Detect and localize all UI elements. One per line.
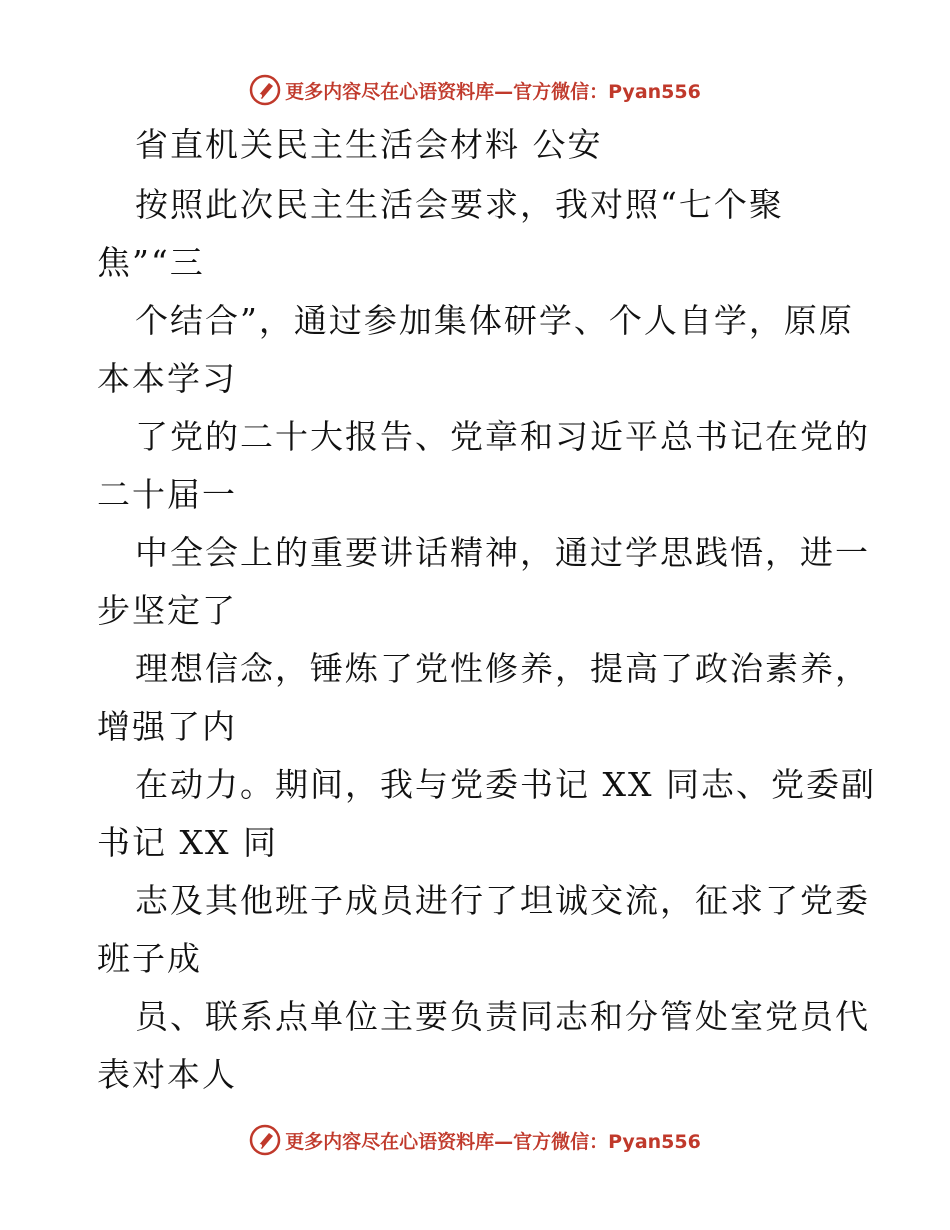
body-line: 员、联系点单位主要负责同志和分管处室党员代: [135, 997, 870, 1036]
body-line: 理想信念，锤炼了党性修养，提高了政治素养，: [135, 649, 870, 688]
logo-icon: [249, 1124, 281, 1156]
body-line: 在动力。期间，我与党委书记 XX 同志、党委副: [135, 765, 876, 804]
watermark-text: 更多内容尽在心语资料库—官方微信：Pyan556: [285, 1130, 701, 1153]
body-line: 按照此次民主生活会要求，我对照“七个聚: [135, 185, 784, 224]
document-title: 省直机关民主生活会材料 公安: [135, 125, 603, 164]
body-line: 二十届一: [97, 475, 237, 514]
body-line: 个结合”，通过参加集体研学、个人自学，原原: [135, 301, 854, 340]
body-line: 步坚定了: [97, 591, 237, 630]
logo-icon: [249, 74, 281, 106]
body-line: 班子成: [97, 939, 202, 978]
body-line: 书记 XX 同: [97, 823, 278, 862]
body-line: 了党的二十大报告、党章和习近平总书记在党的: [135, 417, 870, 456]
footer-watermark: [0, 1120, 950, 1160]
body-line: 志及其他班子成员进行了坦诚交流，征求了党委: [135, 881, 870, 920]
watermark-text: 更多内容尽在心语资料库—官方微信：Pyan556: [285, 80, 701, 103]
body-line: 中全会上的重要讲话精神，通过学思践悟，进一: [135, 533, 870, 572]
header-watermark: [0, 70, 950, 110]
body-line: 表对本人: [97, 1055, 237, 1094]
body-line: 焦”“三: [97, 243, 205, 282]
body-line: 增强了内: [97, 707, 237, 746]
body-line: 本本学习: [97, 359, 237, 398]
